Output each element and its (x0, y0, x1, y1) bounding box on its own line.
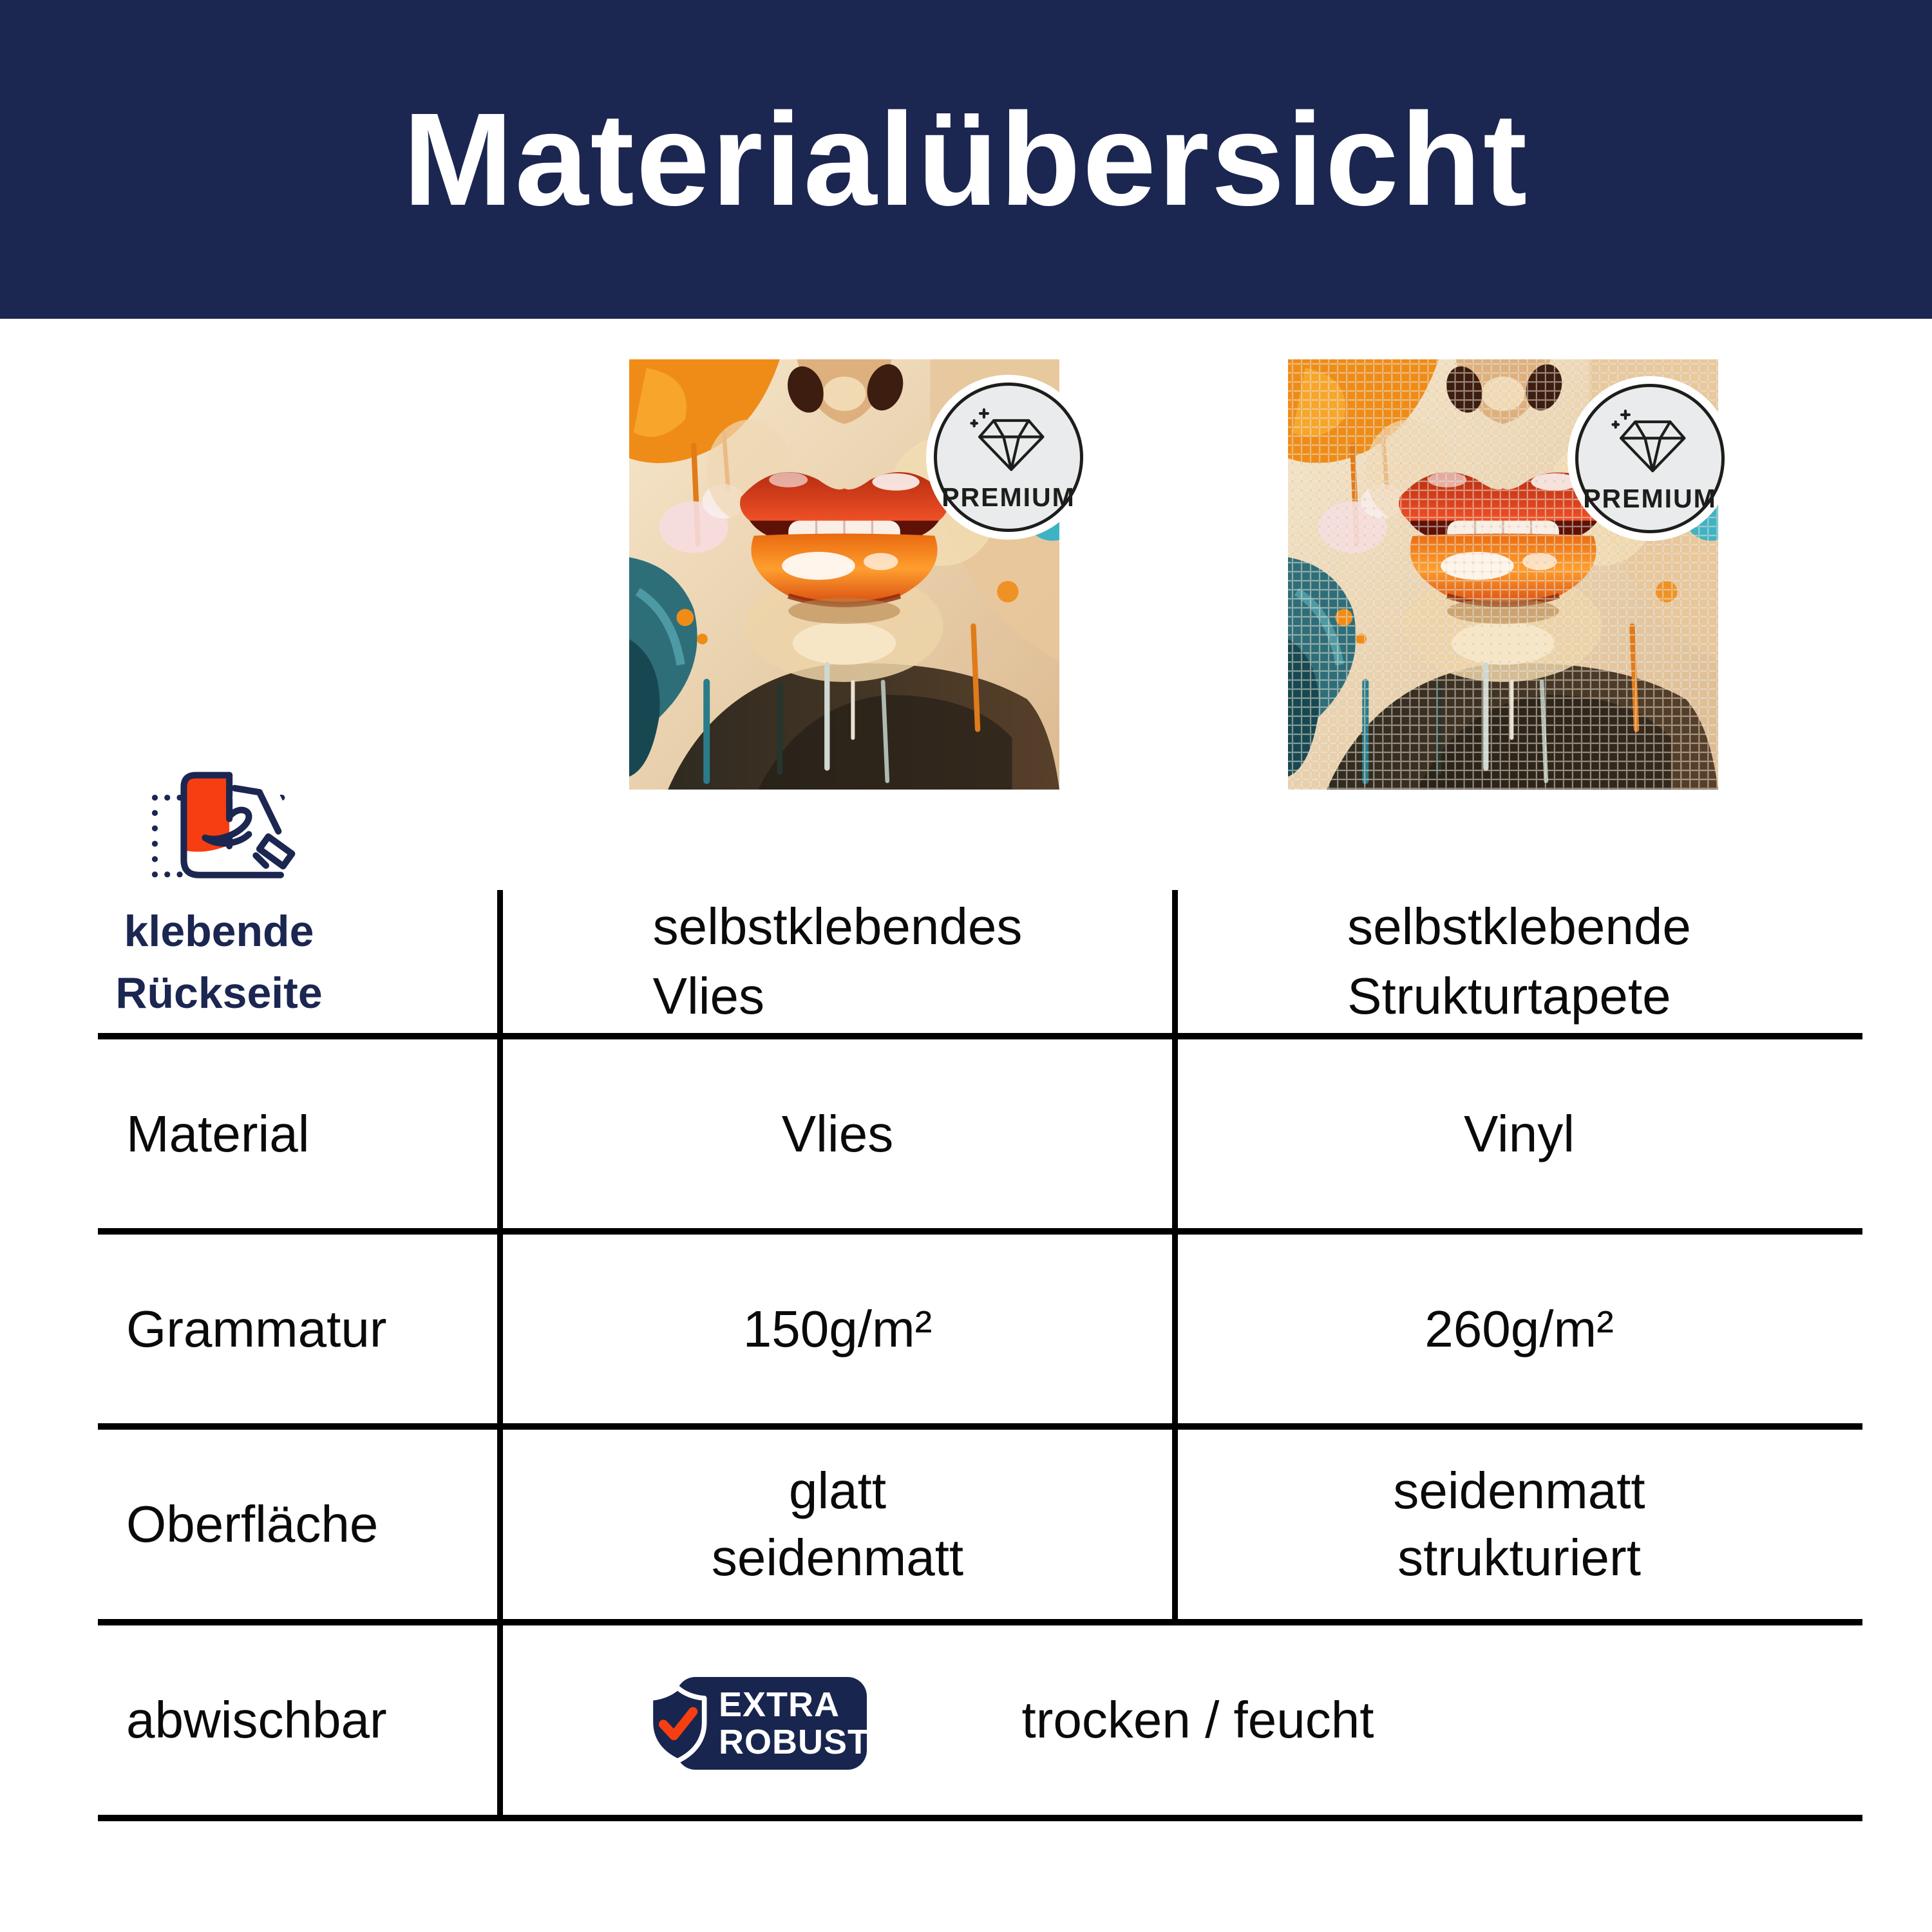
row-label-grammatur: Grammatur (126, 1300, 387, 1358)
shield-check-icon (640, 1683, 715, 1765)
premium-badge-label: PREMIUM (1583, 483, 1717, 513)
feature-label-line1: klebende (124, 907, 314, 956)
column-header-strukturtapete (1178, 890, 1861, 1033)
cell-line1: glatt (788, 1462, 887, 1519)
cell-oberflaeche-2 (1178, 1430, 1861, 1619)
cell-grammatur-1: 150g/m² (743, 1300, 933, 1358)
row-label-oberflaeche: Oberfläche (126, 1495, 379, 1553)
extra-robust-line1: EXTRA (719, 1685, 840, 1724)
peel-hand-icon (122, 762, 323, 898)
table-divider (98, 1619, 1862, 1625)
row-label-abwischbar: abwischbar (126, 1691, 387, 1748)
premium-badge (926, 375, 1091, 540)
column-header-line2: Vlies (652, 967, 765, 1025)
premium-badge-label: PREMIUM (942, 482, 1075, 512)
cell-line1: seidenmatt (1393, 1462, 1645, 1519)
column-header-line1: selbstklebendes (652, 898, 1023, 955)
diamond-icon (967, 406, 1050, 477)
premium-badge-inner (1575, 384, 1725, 533)
extra-robust-line2: ROBUST (719, 1723, 869, 1761)
cell-abwischbar-value: trocken / feucht (1021, 1691, 1374, 1748)
cell-line2: strukturiert (1397, 1529, 1641, 1586)
diamond-icon (1609, 408, 1691, 478)
table-divider (98, 1033, 1862, 1039)
table-divider (98, 1423, 1862, 1430)
row-label-material: Material (126, 1104, 310, 1162)
table-column-divider (1172, 890, 1178, 1625)
cell-line2: seidenmatt (711, 1529, 964, 1586)
column-header-line2: Strukturtapete (1347, 967, 1671, 1025)
cell-material-vlies: Vlies (781, 1104, 894, 1162)
column-header-line1: selbstklebende (1347, 898, 1691, 955)
premium-badge-inner (934, 383, 1083, 532)
page-title: Materialübersicht (402, 85, 1530, 233)
premium-badge (1567, 376, 1732, 541)
table-divider (98, 1228, 1862, 1235)
table-divider (98, 1815, 1862, 1821)
feature-label-line2: Rückseite (115, 969, 323, 1018)
title-banner (0, 0, 1932, 319)
column-header-vlies (503, 890, 1172, 1033)
cell-oberflaeche-1 (503, 1430, 1172, 1619)
table-column-divider (497, 890, 503, 1821)
cell-grammatur-2: 260g/m² (1425, 1300, 1614, 1358)
cell-material-vinyl: Vinyl (1464, 1104, 1575, 1162)
feature-label-adhesive-back (58, 900, 380, 1024)
